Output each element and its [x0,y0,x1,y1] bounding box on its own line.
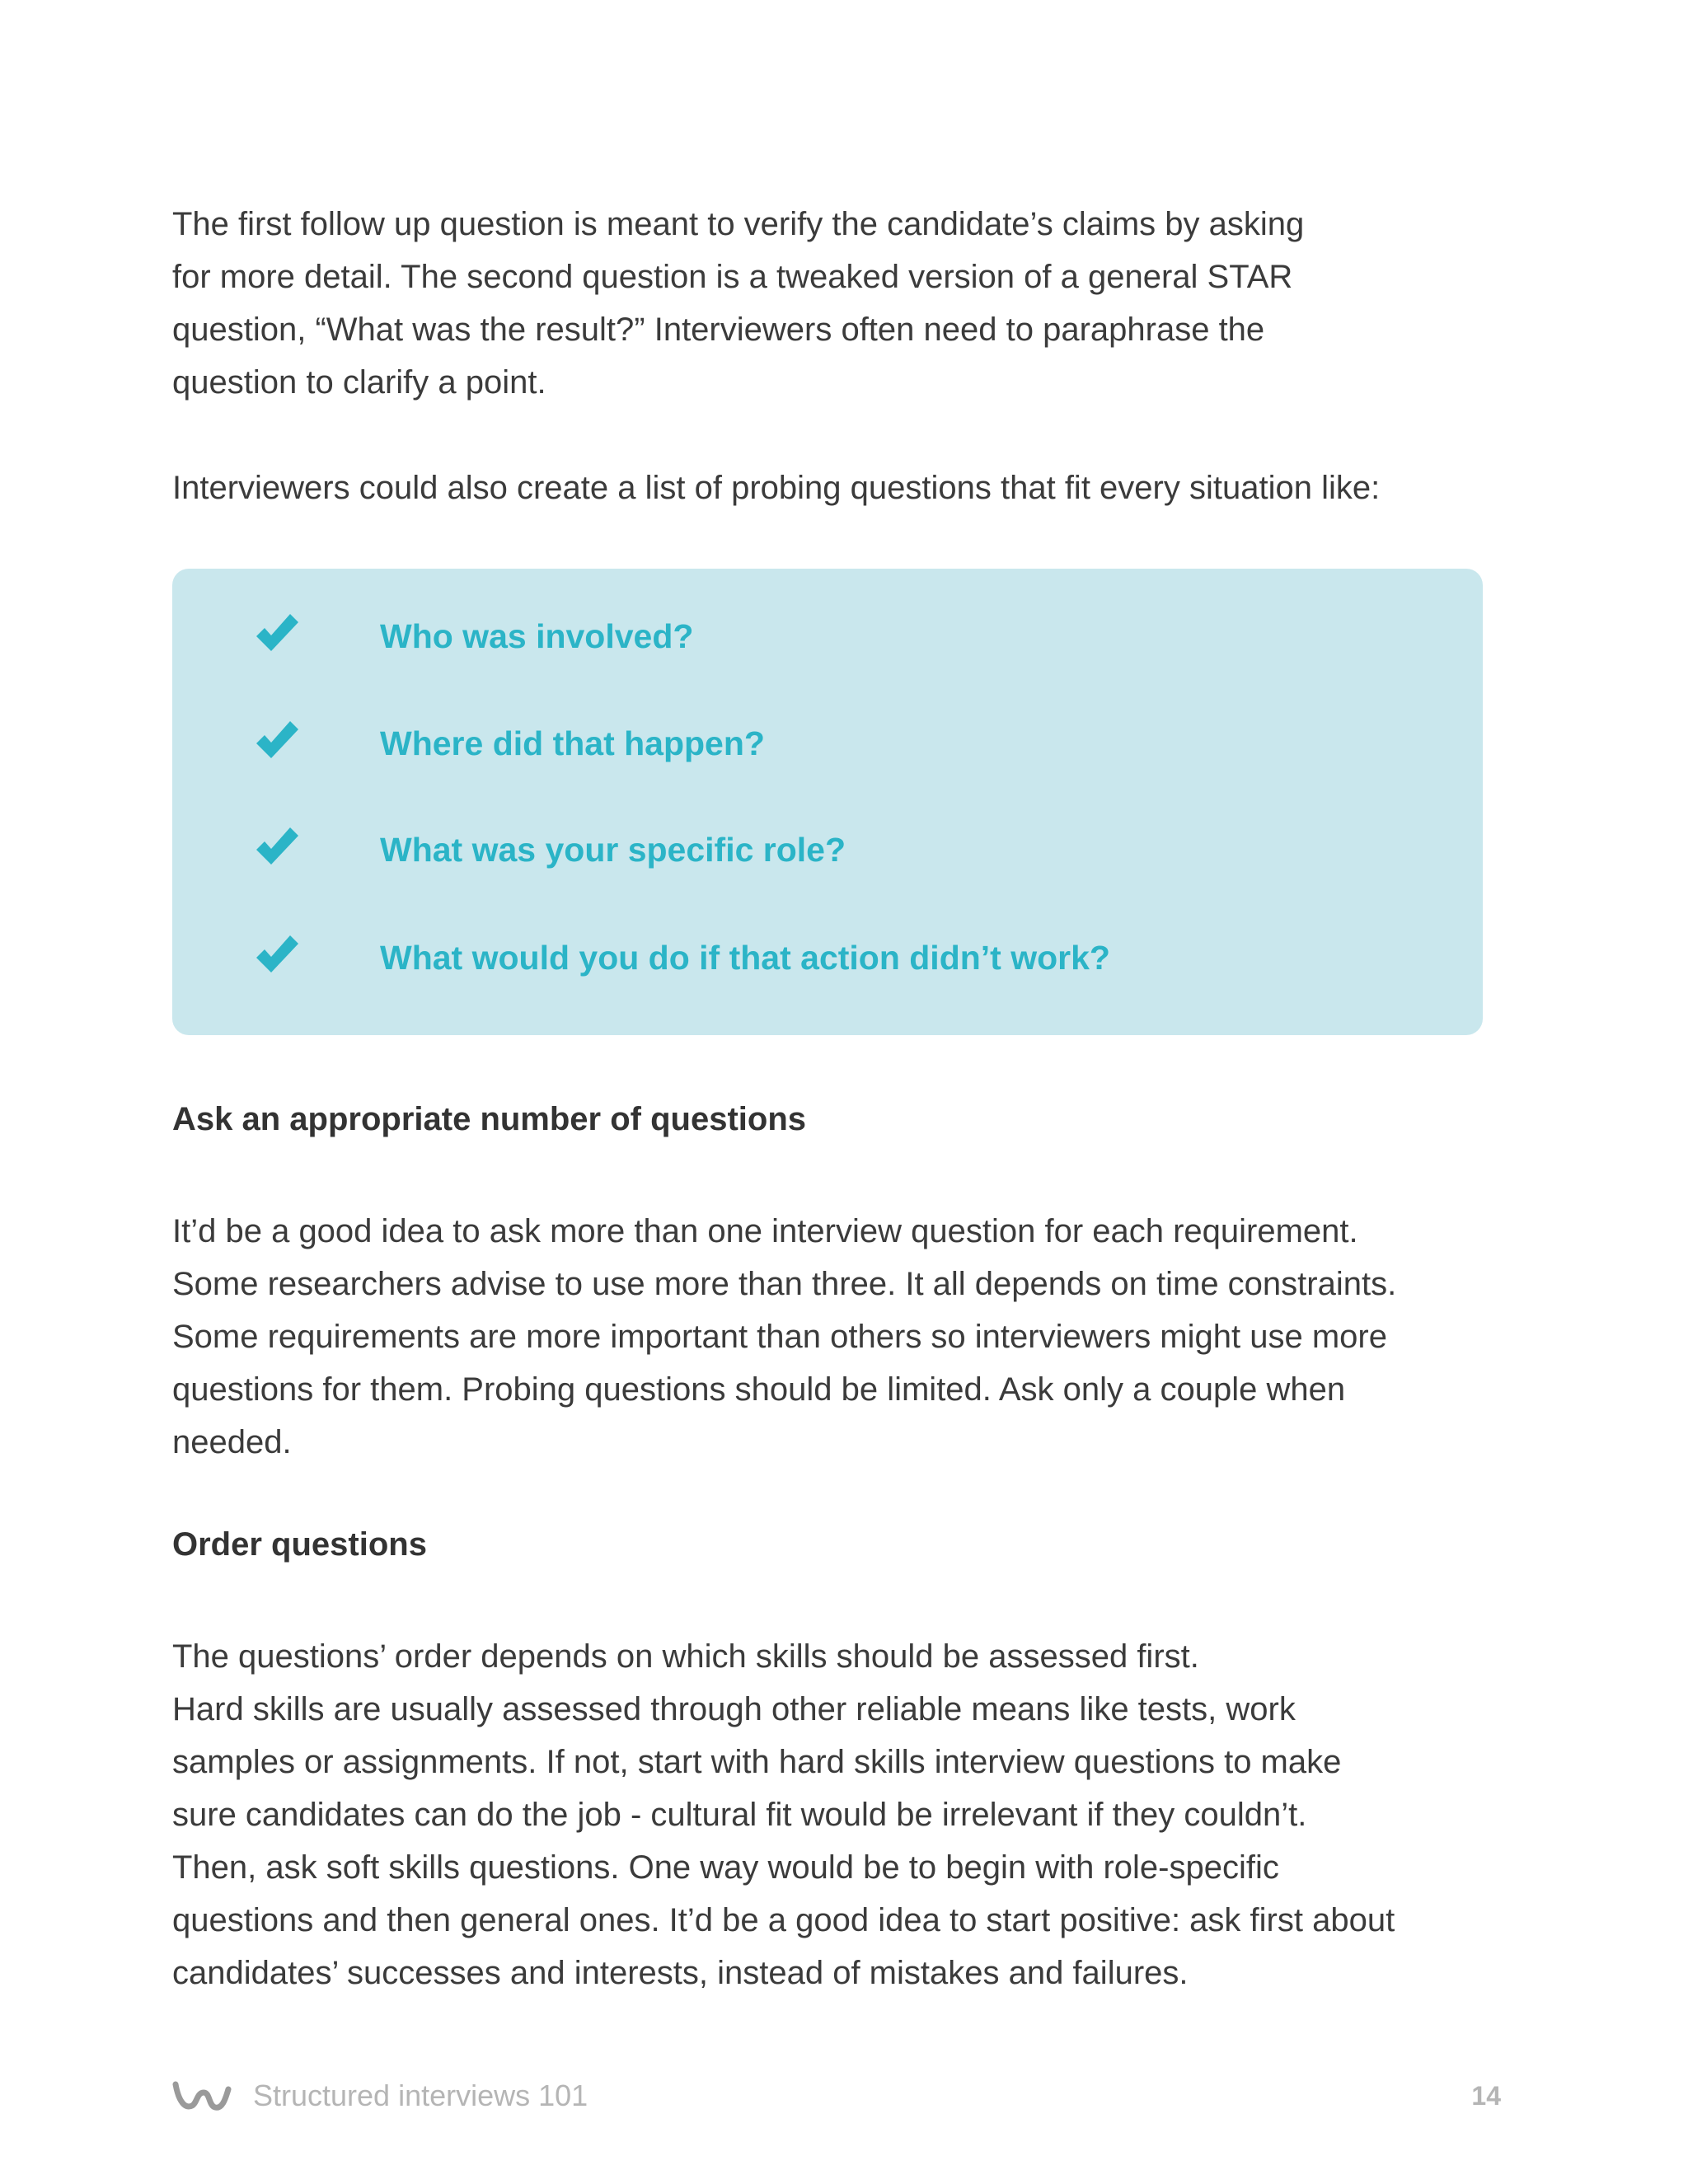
checklist-item [172,823,1483,889]
number-line-4: questions for them. Probing questions should be limited. Ask only a couple when [172,1371,1346,1408]
checklist-item-label: What was your specific role? [380,831,846,869]
checklist-item [172,931,1483,997]
intro-paragraph [172,198,1304,409]
page-number: 14 [1471,2081,1501,2111]
checklist-item-label: Who was involved? [380,617,694,655]
intro-line-1: The first follow up question is meant to verify the candidate’s claims by asking [172,206,1305,242]
checkmark-icon [253,717,301,765]
intro-line-4: question to clarify a point. [172,364,546,401]
number-of-questions-paragraph [172,1205,1396,1469]
page-footer [172,2073,1501,2122]
probing-intro-line-1: Interviewers could also create a list of probing questions that fit every situation like: [172,470,1381,506]
order-questions-paragraph [172,1630,1395,1999]
intro-line-3: question, “What was the result?” Interviewers often need to paraphrase the [172,312,1265,348]
order-line-6: questions and then general ones. It’d be a good idea to start positive: ask first about [172,1902,1395,1938]
checkmark-icon [253,931,301,979]
number-line-1: It’d be a good idea to ask more than one interview question for each requirement. [172,1213,1358,1249]
order-line-3: samples or assignments. If not, start with hard skills interview questions to make [172,1744,1342,1780]
checklist-item [172,717,1483,783]
number-line-5: needed. [172,1424,292,1460]
section-heading-order-questions: Order questions [172,1526,427,1563]
number-line-3: Some requirements are more important than others so interviewers might use more [172,1319,1387,1355]
probing-questions-callout [172,569,1483,1035]
footer-document-title: Structured interviews 101 [253,2079,588,2112]
workable-logo-icon [172,2078,232,2114]
checkmark-icon [253,823,301,871]
intro-line-2: for more detail. The second question is a tweaked version of a general STAR [172,259,1293,295]
checklist-item-label: Where did that happen? [380,724,765,762]
section-heading-number-of-questions: Ask an appropriate number of questions [172,1101,807,1137]
checkmark-icon [253,610,301,658]
order-line-5: Then, ask soft skills questions. One way would be to begin with role-specific [172,1849,1279,1886]
number-line-2: Some researchers advise to use more than three. It all depends on time constraints. [172,1266,1397,1302]
checklist-item [172,610,1483,676]
order-line-1: The questions’ order depends on which skills should be assessed first. [172,1638,1199,1675]
probing-intro-paragraph [172,462,1380,514]
order-line-2: Hard skills are usually assessed through other reliable means like tests, work [172,1691,1296,1727]
order-line-7: candidates’ successes and interests, instead of mistakes and failures. [172,1955,1189,1991]
order-line-4: sure candidates can do the job - cultural fit would be irrelevant if they couldn’t. [172,1797,1307,1833]
checklist-item-label: What would you do if that action didn’t work? [380,939,1110,977]
